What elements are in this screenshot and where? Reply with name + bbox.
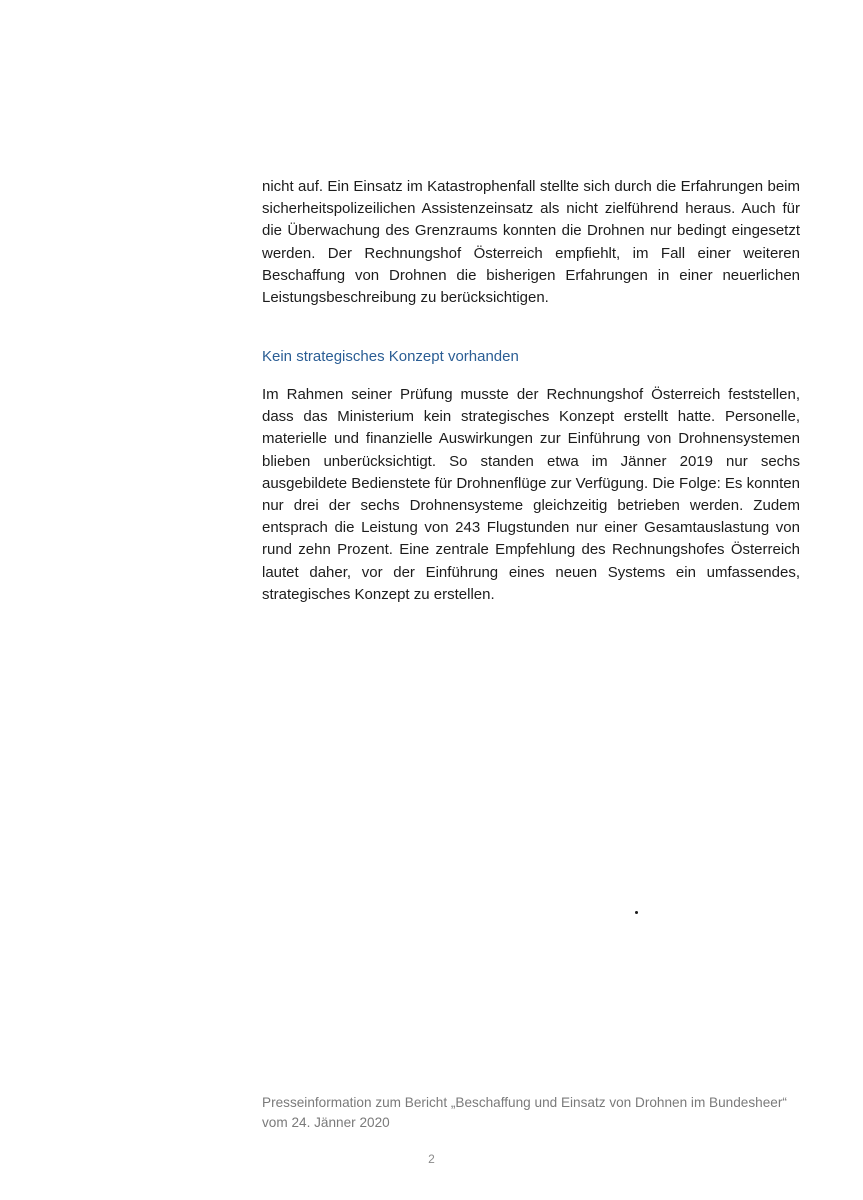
stray-dot-mark (635, 911, 638, 914)
section-heading: Kein strategisches Konzept vorhanden (262, 348, 519, 365)
body-paragraph-1: nicht auf. Ein Einsatz im Katastrophenfall stellte sich durch die Erfahrungen beim sicherheitspolizeilichen Assistenzeinsatz als nicht zielführend heraus. Auch für die Überwachung des Grenzraums konnten die Drohnen nur bedingt eingesetzt werden. Der Rechnungshof Österreich empfiehlt, im Fall einer weiteren Beschaffung von Drohnen die bisherigen Erfahrungen in einer neuerlichen Leistungsbeschreibung zu berücksichtigen. (262, 178, 800, 307)
body-paragraph-2: Im Rahmen seiner Prüfung musste der Rechnungshof Österreich feststellen, dass das Ministerium kein strategisches Konzept erstellt hatte. Personelle, materielle und finanzielle Auswirkungen zur Einführung von Drohnensystemen blieben unberücksichtigt. So standen etwa im Jänner 2019 nur sechs ausgebildete Bedienstete für Drohnenflüge zur Verfügung. Die Folge: Es konnten nur drei der sechs Drohnensysteme gleichzeitig betrieben werden. Zudem entsprach die Leistung von 243 Flugstunden nur einer Gesamtauslastung von rund zehn Prozent. Eine zentrale Empfehlung des Rechnungshofes Österreich lautet daher, vor der Einführung eines neuen Systems ein umfassendes, strategisches Konzept zu erstellen. (262, 386, 800, 603)
footer-note (262, 1093, 822, 1132)
footer-line-2: vom 24. Jänner 2020 (262, 1114, 390, 1130)
page-number: 2 (428, 1152, 435, 1166)
footer-line-1: Presseinformation zum Bericht „Beschaffung und Einsatz von Drohnen im Bundesheer“ (262, 1095, 787, 1110)
